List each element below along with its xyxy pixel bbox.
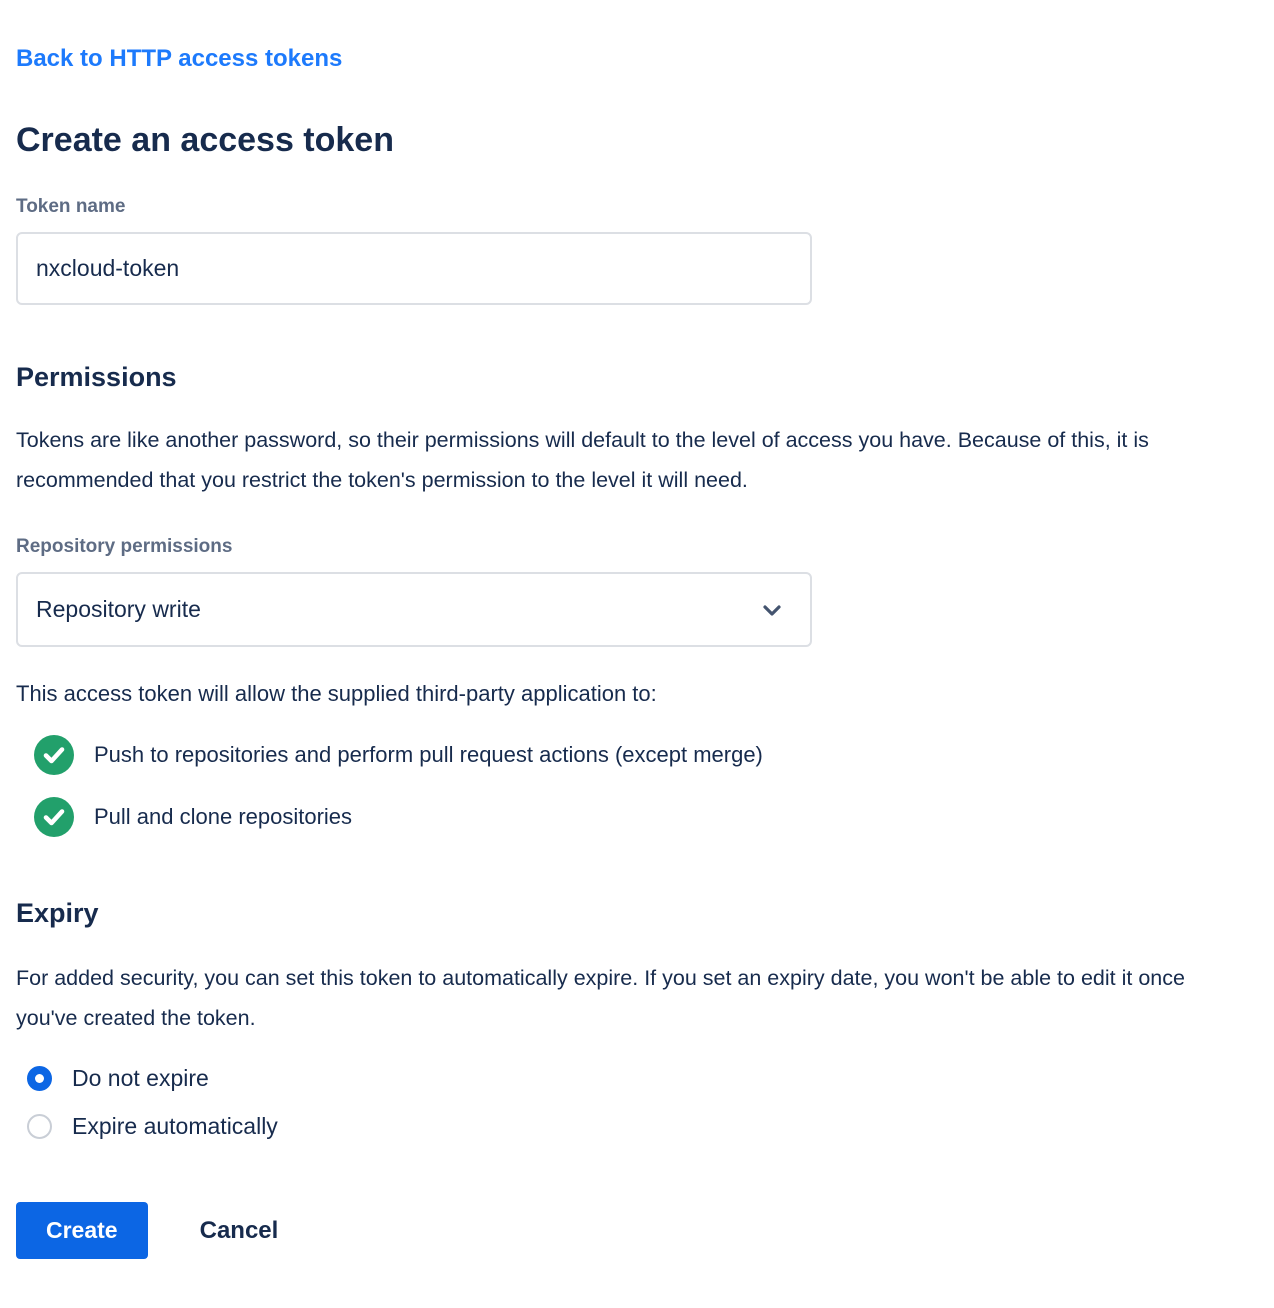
token-name-input[interactable] (16, 232, 812, 305)
grant-text: Pull and clone repositories (94, 804, 353, 829)
expiry-description: For added security, you can set this token to automatically expire. If you set an expiry date, you won't be able to edit it once you've created the token. (16, 966, 1185, 1030)
radio-selected-icon[interactable] (27, 1066, 52, 1091)
grants-list (16, 735, 1244, 837)
chevron-down-icon (760, 598, 784, 622)
check-circle-icon (34, 797, 74, 837)
radio-inner-dot (35, 1074, 44, 1083)
repository-permissions-label: Repository permissions (16, 536, 233, 557)
permissions-heading: Permissions (16, 362, 177, 392)
radio-label: Expire automatically (72, 1113, 278, 1139)
back-to-http-access-tokens-link[interactable]: Back to HTTP access tokens (16, 45, 343, 72)
permissions-description: Tokens are like another password, so their permissions will default to the level of access you have. Because of this, it is recommended that you restrict the token's permission to the level it will need. (16, 428, 1149, 492)
form-actions (16, 1202, 1244, 1259)
repository-permissions-selected-value: Repository write (36, 596, 201, 622)
token-name-label: Token name (16, 196, 126, 217)
radio-option-do-not-expire[interactable] (16, 1064, 1244, 1092)
create-button[interactable]: Create (16, 1202, 148, 1259)
repository-permissions-select[interactable] (16, 572, 812, 647)
grant-item (16, 797, 1244, 837)
cancel-button[interactable]: Cancel (190, 1217, 289, 1245)
radio-option-expire-automatically[interactable] (16, 1112, 1244, 1140)
page-title: Create an access token (16, 121, 394, 159)
expiry-radio-group (16, 1064, 1244, 1140)
token-allow-intro: This access token will allow the supplied third-party application to: (16, 681, 657, 706)
radio-label: Do not expire (72, 1065, 209, 1091)
grant-text: Push to repositories and perform pull request actions (except merge) (94, 742, 763, 767)
radio-unselected-icon[interactable] (27, 1114, 52, 1139)
check-circle-icon (34, 735, 74, 775)
expiry-heading: Expiry (16, 898, 99, 928)
grant-item (16, 735, 1244, 775)
